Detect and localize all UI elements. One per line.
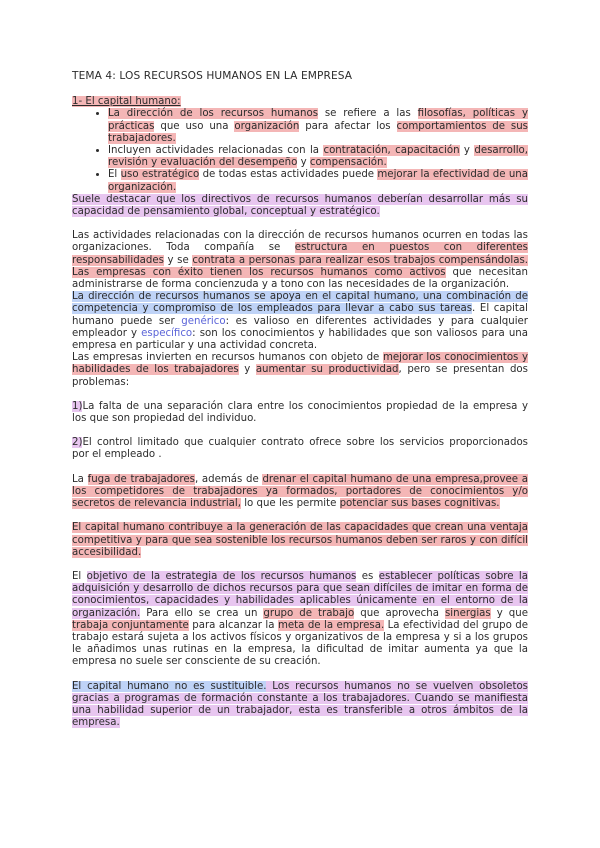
paragraph: El capital humano no es sustituible. Los recursos humanos no se vuelven obsoletos gracias a programas de formación constante a los trabajadores. Cuando se manifiesta una habilidad superior de un trabajador, esta es transferible a otros ámbitos de la empresa. bbox=[72, 680, 528, 729]
bullet-list bbox=[72, 108, 528, 193]
paragraph: La dirección de recursos humanos se apoya en el capital humano, una combinación de competencia y compromiso de los empleados para llevar a cabo sus tareas. El capital humano puede ser genérico: es valioso en diferentes actividades y para cualquier empleador y específico: son los conocimientos y habilidades que son valiosos para una empresa en particular y una actividad concreta. bbox=[72, 291, 528, 352]
list-item: • El uso estratégico de todas estas actividades puede mejorar la efectividad de una organización. bbox=[108, 169, 528, 193]
paragraph: Suele destacar que los directivos de recursos humanos deberían desarrollar más su capacidad de pensamiento global, conceptual y estratégico. bbox=[72, 193, 528, 218]
problem-item: 2)El control limitado que cualquier contrato ofrece sobre los servicios proporcionados por el empleado . bbox=[72, 437, 528, 461]
problem-item: 1)La falta de una separación clara entre los conocimientos propiedad de la empresa y los que son propiedad del individuo. bbox=[72, 400, 528, 425]
paragraph: El capital humano contribuye a la generación de las capacidades que crean una ventaja competitiva y para que sea sostenible los recursos humanos deben ser raros y con difícil accesibilidad. bbox=[72, 522, 528, 558]
paragraph: La fuga de trabajadores, además de drenar el capital humano de una empresa,provee a los competidores de trabajadores ya formados, portadores de conocimientos y/o secretos de relevancia industrial, lo que les permite potenciar sus bases cognitivas. bbox=[72, 473, 528, 510]
paragraph: Las actividades relacionadas con la dirección de recursos humanos ocurren en todas las organizaciones. Toda compañía se estructura en puestos con diferentes responsabilidades y se contrata a personas para realizar esos trabajos compensándolas. Las empresas con éxito tienen los recursos humanos como activos que necesitan administrarse de forma concienzuda y a tono con las necesidades de la organización. bbox=[72, 230, 528, 291]
paragraph: Las empresas invierten en recursos humanos con objeto de mejorar los conocimientos y habilidades de los trabajadores y aumentar su productividad, pero se presentan dos problemas: bbox=[72, 352, 528, 388]
section-heading: 1- El capital humano: bbox=[72, 96, 181, 108]
page-title: TEMA 4: LOS RECURSOS HUMANOS EN LA EMPRESA bbox=[72, 70, 353, 82]
list-item: • Incluyen actividades relacionadas con la contratación, capacitación y desarrollo, revisión y evaluación del desempeño y compensación. bbox=[108, 145, 528, 169]
list-item: • La dirección de los recursos humanos se refiere a las filosofías, políticas y prácticas que uso una organización para afectar los comportamientos de sus trabajadores. bbox=[108, 108, 528, 145]
paragraph: El objetivo de la estrategia de los recursos humanos es establecer políticas sobre la adquisición y desarrollo de dichos recursos para que sean difíciles de imitar en forma de conocimientos, capacidades y habilidades aplicables únicamente en el entorno de la organización. Para ello se crea un grupo de trabajo que aprovecha sinergias y que trabaja conjuntamente para alcanzar la meta de la empresa. La efectividad del grupo de trabajo estará sujeta a los activos físicos y organizativos de la empresa y si a los grupos le añadimos unas rutinas en la empresa, la dificultad de imitar aumenta ya que la empresa no suele ser consciente de su creación. bbox=[72, 570, 528, 668]
document-page bbox=[72, 70, 528, 729]
